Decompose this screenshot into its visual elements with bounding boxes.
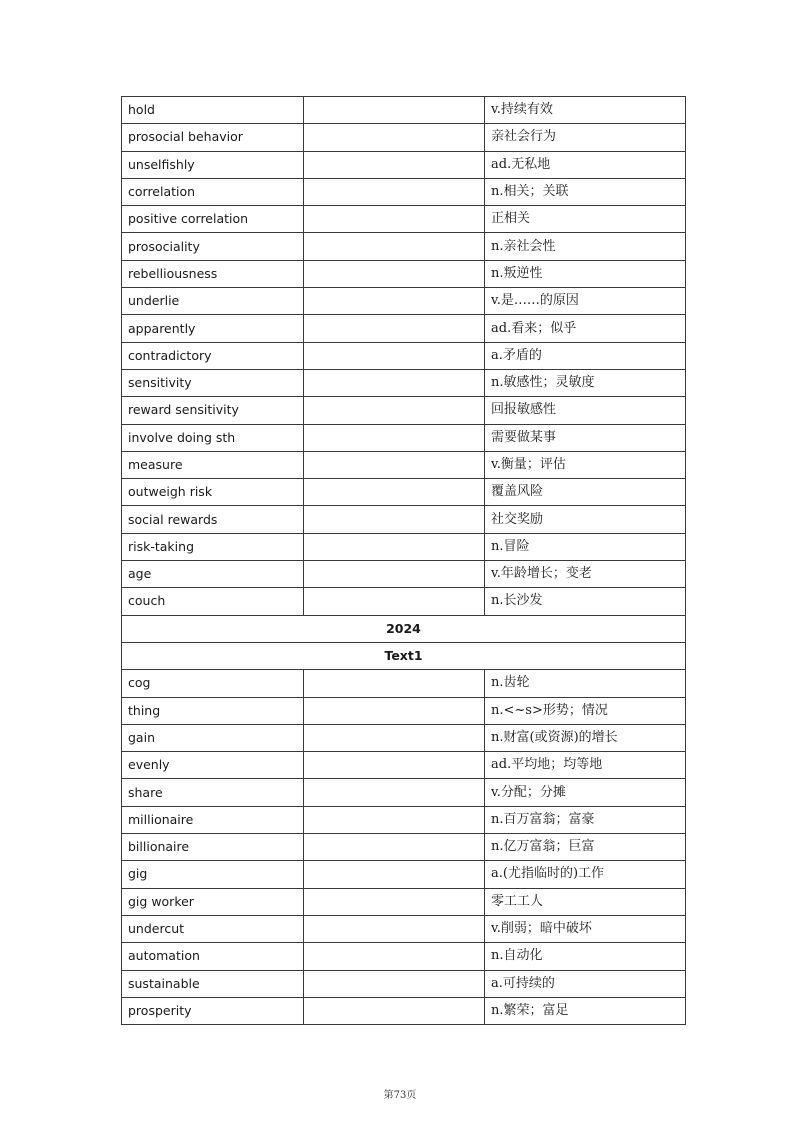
vocab-meaning: v.分配；分摊 [485,779,686,806]
vocab-row [122,970,686,997]
vocab-row [122,124,686,151]
vocab-meaning: n.繁荣；富足 [485,997,686,1024]
vocab-word: reward sensitivity [122,397,304,424]
vocab-blank-cell [304,561,485,588]
vocab-word: sustainable [122,970,304,997]
vocab-row [122,506,686,533]
vocab-blank-cell [304,697,485,724]
vocab-meaning: 覆盖风险 [485,479,686,506]
vocab-blank-cell [304,288,485,315]
vocab-meaning: n.叛逆性 [485,260,686,287]
vocab-meaning: 亲社会行为 [485,124,686,151]
vocab-meaning: n.百万富翁；富豪 [485,806,686,833]
vocab-row [122,888,686,915]
vocab-word: gig worker [122,888,304,915]
vocabulary-table [121,96,686,1025]
vocab-row [122,697,686,724]
vocab-blank-cell [304,806,485,833]
vocab-word: rebelliousness [122,260,304,287]
vocab-blank-cell [304,424,485,451]
vocab-row [122,151,686,178]
vocab-row [122,752,686,779]
vocab-meaning: v.衡量；评估 [485,451,686,478]
vocab-row [122,588,686,615]
vocab-word: prosperity [122,997,304,1024]
section-title: Text1 [122,642,686,669]
vocab-blank-cell [304,124,485,151]
vocab-row [122,315,686,342]
vocabulary-table-body [122,97,686,1025]
vocab-blank-cell [304,943,485,970]
vocab-row [122,206,686,233]
vocab-word: measure [122,451,304,478]
vocab-meaning: ad.看来；似乎 [485,315,686,342]
vocab-row [122,670,686,697]
vocab-meaning: n.亿万富翁；巨富 [485,834,686,861]
vocab-row [122,233,686,260]
page-number: 第73页 [383,1090,417,1101]
vocab-meaning: n.长沙发 [485,588,686,615]
vocab-row [122,834,686,861]
vocab-row [122,943,686,970]
vocab-blank-cell [304,479,485,506]
vocab-meaning: n.敏感性；灵敏度 [485,369,686,396]
vocab-word: apparently [122,315,304,342]
vocab-row [122,369,686,396]
vocab-meaning: 零工工人 [485,888,686,915]
vocab-meaning: ad.平均地；均等地 [485,752,686,779]
vocab-row [122,397,686,424]
vocab-row [122,97,686,124]
vocab-blank-cell [304,369,485,396]
vocab-row [122,479,686,506]
vocab-meaning: a.可持续的 [485,970,686,997]
section-title: 2024 [122,615,686,642]
vocab-word: involve doing sth [122,424,304,451]
vocab-meaning: 需要做某事 [485,424,686,451]
vocab-meaning: 社交奖励 [485,506,686,533]
vocab-row [122,342,686,369]
vocab-meaning: a.(尤指临时的)工作 [485,861,686,888]
vocab-meaning: ad.无私地 [485,151,686,178]
vocab-meaning: v.是……的原因 [485,288,686,315]
vocab-blank-cell [304,861,485,888]
vocab-word: prosociality [122,233,304,260]
vocab-row [122,779,686,806]
vocab-meaning: v.年龄增长；变老 [485,561,686,588]
vocab-blank-cell [304,206,485,233]
vocab-row [122,997,686,1024]
vocab-blank-cell [304,97,485,124]
vocab-word: gain [122,724,304,751]
vocab-meaning: n.相关；关联 [485,178,686,205]
vocab-word: undercut [122,915,304,942]
vocab-blank-cell [304,915,485,942]
vocab-blank-cell [304,834,485,861]
vocab-word: gig [122,861,304,888]
vocab-blank-cell [304,260,485,287]
vocab-row [122,424,686,451]
vocab-word: positive correlation [122,206,304,233]
vocab-blank-cell [304,752,485,779]
vocab-row [122,451,686,478]
vocab-row [122,561,686,588]
vocab-word: automation [122,943,304,970]
vocab-blank-cell [304,342,485,369]
vocab-meaning: n.冒险 [485,533,686,560]
vocab-blank-cell [304,888,485,915]
vocab-blank-cell [304,997,485,1024]
vocab-word: correlation [122,178,304,205]
vocab-blank-cell [304,533,485,560]
vocab-word: thing [122,697,304,724]
vocab-meaning: a.矛盾的 [485,342,686,369]
vocab-blank-cell [304,178,485,205]
vocab-word: underlie [122,288,304,315]
vocab-row [122,915,686,942]
vocab-word: age [122,561,304,588]
vocab-meaning: 正相关 [485,206,686,233]
vocab-row [122,178,686,205]
vocab-word: cog [122,670,304,697]
vocab-word: hold [122,97,304,124]
vocab-meaning: n.财富(或资源)的增长 [485,724,686,751]
vocab-word: prosocial behavior [122,124,304,151]
section-header-row [122,642,686,669]
vocab-blank-cell [304,970,485,997]
vocab-meaning: n.亲社会性 [485,233,686,260]
vocab-blank-cell [304,151,485,178]
vocab-meaning: n.<~s>形势；情况 [485,697,686,724]
section-header-row [122,615,686,642]
vocab-word: risk-taking [122,533,304,560]
vocab-blank-cell [304,779,485,806]
vocab-meaning: v.削弱；暗中破坏 [485,915,686,942]
vocab-word: sensitivity [122,369,304,396]
vocab-word: evenly [122,752,304,779]
vocab-row [122,806,686,833]
vocab-blank-cell [304,315,485,342]
vocab-blank-cell [304,724,485,751]
vocab-word: social rewards [122,506,304,533]
vocab-meaning: n.齿轮 [485,670,686,697]
vocab-row [122,260,686,287]
vocab-word: share [122,779,304,806]
vocab-meaning: n.自动化 [485,943,686,970]
vocab-word: unselfishly [122,151,304,178]
vocab-blank-cell [304,506,485,533]
vocab-word: billionaire [122,834,304,861]
vocab-blank-cell [304,451,485,478]
vocab-row [122,861,686,888]
vocab-word: outweigh risk [122,479,304,506]
vocab-blank-cell [304,397,485,424]
vocab-meaning: 回报敏感性 [485,397,686,424]
vocab-blank-cell [304,588,485,615]
vocab-blank-cell [304,670,485,697]
vocab-blank-cell [304,233,485,260]
vocab-row [122,533,686,560]
vocab-word: couch [122,588,304,615]
vocab-meaning: v.持续有效 [485,97,686,124]
vocab-word: millionaire [122,806,304,833]
vocab-row [122,724,686,751]
vocab-row [122,288,686,315]
vocab-word: contradictory [122,342,304,369]
